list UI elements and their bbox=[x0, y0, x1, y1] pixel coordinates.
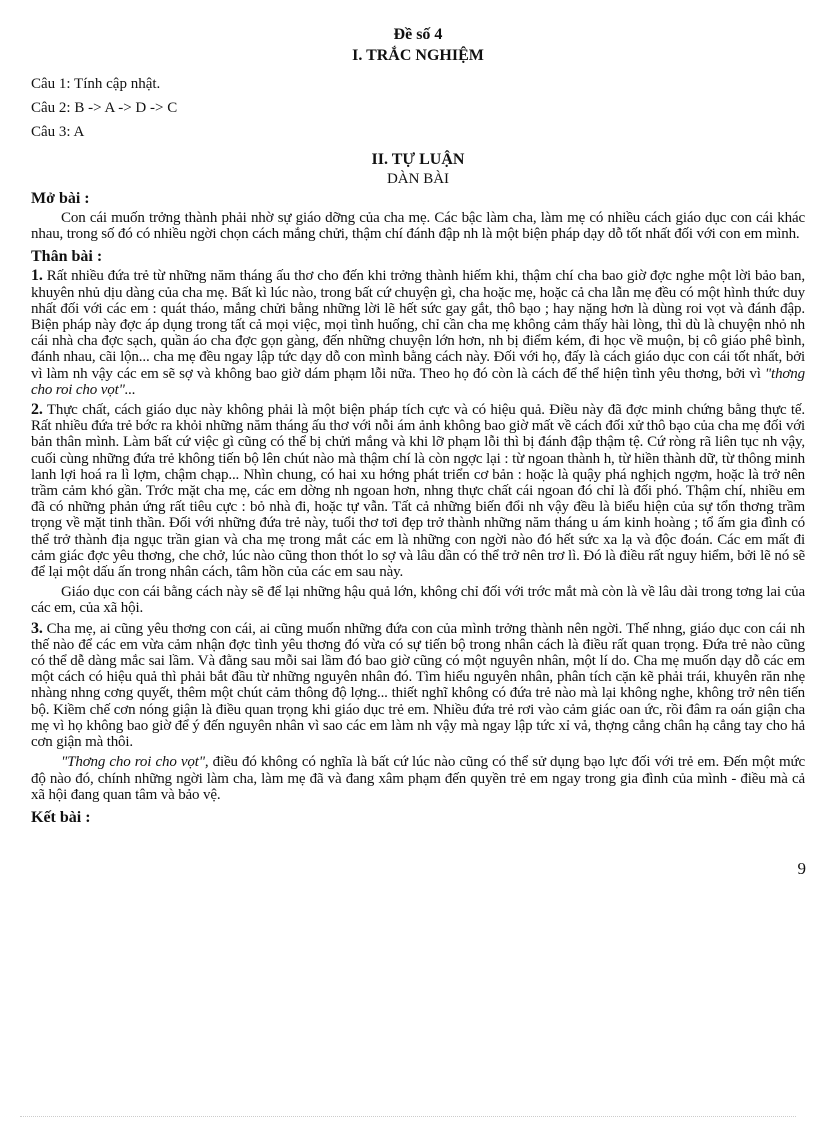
paragraph-4-quote: "Thơng cho roi cho vọt" bbox=[61, 754, 205, 771]
body-label: Thân bài : bbox=[31, 248, 103, 266]
paragraph-3-text: Cha mẹ, ai cũng yêu thơng con cái, ai cũng muốn những đứa con của mình trởng thành nên ngời. Thế nhng, giáo dục con cái nh thế nào để các em vừa cảm nhận đợc tình yêu thơng đó vừa có sự tiến bộ trong nhân cách là điều rất quan trọng. Đứa trẻ nào cũng có thể dễ dàng mắc sai lầm. Và đằng sau mỗi sai lầm đó bao giờ cũng có một nguyên nhân, một lí do. Cha mẹ muốn dạy dỗ các em một cách có hiệu quả thì phải bắt đầu từ những nguyên nhân đó. Tìm hiểu nguyên nhân, phân tích cặn kẽ phải trái, khuyên răn nhẹ nhàng nhng cơng quyết, thêm một chút cảm thông độ lợng... thiết nghĩ không có đứa trẻ nào mà lại không nghe, không trở nên tiến bộ. Kiềm chế cơn nóng giận là điều quan trọng khi giáo dục trẻ em. Nhiều đứa trẻ rơi vào cảm giác oan ức, rồi đâm ra oán giận cha mẹ vì họ không bao giờ để ý đến nguyên nhân vì sao các em làm nh vậy mà ngay lập tức xỉ vả, thợng cẳng chân hạ cẳng tay cho hả cơn giận mà thôi. bbox=[31, 620, 805, 751]
outline-title: DÀN BÀI bbox=[386, 171, 450, 187]
body-paragraph-3 bbox=[31, 621, 805, 751]
section-title-multiple-choice: I. TRẮC NGHIỆM bbox=[352, 47, 484, 64]
intro-label: Mở bài : bbox=[31, 190, 90, 207]
section-title-essay: II. TỰ LUẬN bbox=[371, 151, 465, 168]
paragraph-number-3: 3. bbox=[31, 619, 43, 637]
answer-2: Câu 2: B -> A -> D -> C bbox=[31, 100, 178, 116]
paragraph-1-quote: "thơng cho roi cho vọt"... bbox=[31, 365, 805, 398]
document-page bbox=[31, 20, 805, 829]
paragraph-number-1: 1. bbox=[31, 267, 43, 285]
page-number: 9 bbox=[797, 859, 806, 878]
paragraph-number-2: 2. bbox=[31, 401, 43, 419]
exam-number: Đề số 4 bbox=[393, 26, 443, 43]
conclusion-label: Kết bài : bbox=[31, 808, 91, 826]
paragraph-4-text: , điều đó không có nghĩa là bất cứ lúc nào cũng có thể sử dụng bạo lực đối với trẻ em. Đến một mức độ nào đó, chính những ngời làm cha, làm mẹ đã và đang xâm phạm đến quyền trẻ em ngay trong gia đình của mình - điều mà cả xã hội đang quan tâm và bảo vệ. bbox=[31, 754, 805, 803]
answer-3: Câu 3: A bbox=[31, 124, 85, 140]
body-paragraph-4 bbox=[31, 754, 805, 803]
answer-1: Câu 1: Tính cập nhật. bbox=[31, 76, 161, 92]
intro-paragraph: Con cái muốn trởng thành phải nhờ sự giáo dỡng của cha mẹ. Các bậc làm cha, làm mẹ có nhiều cách giáo dục con cái khác nhau, trong số đó có nhiều ngời chọn cách mắng chửi, thậm chí đánh đập nh là một biện pháp dạy dỗ tốt nhất đối với con em mình. bbox=[31, 210, 805, 243]
paragraph-1-text: Rất nhiều đứa trẻ từ những năm tháng ấu thơ cho đến khi trởng thành hiếm khi, thậm chí cha bao giờ đợc nghe một lời bảo ban, khuyên nhủ dịu dàng của cha mẹ. Bất kì lúc nào, trong bất cứ chuyện gì, cha hoặc mẹ, hoặc cả cha lẫn mẹ đều có một hình thức duy nhất đối với các em : quát tháo, mắng chửi bằng những lời lẽ hết sức gay gắt, thô bạo ; hay nặng hơn là dùng roi vọt và đánh đập. Biện pháp này đợc áp dụng trong tất cả mọi việc, mọi tình huống, chỉ cần cha mẹ không cảm thấy hài lòng, thì dù là chuyện nhỏ nh cái nhà cha đợc sạch, quần áo cha đợc gọn gàng, đến những chuyện lớn hơn, nh bị điểm kém, đi học về muộn, bị cô giáo phê bình, đánh nhau, cãi lộn... cha mẹ đều ngay lập tức dạy dỗ con mình bằng cách này. Đối với họ, đấy là cách giáo dục con cái tốt nhất, bởi vì làm nh vậy các em sẽ sợ và không bao giờ dám phạm lỗi nữa. Theo họ đó còn là cách để thể hiện tình yêu thơng, bởi vì bbox=[31, 268, 805, 382]
footer-divider bbox=[20, 1116, 796, 1117]
body-paragraph-2b: Giáo dục con cái bằng cách này sẽ để lại những hậu quả lớn, không chỉ đối với trớc mắt mà còn là về lâu dài trong tơng lai của các em, của xã hội. bbox=[31, 584, 805, 617]
body-paragraph-2 bbox=[31, 402, 805, 580]
body-paragraph-1 bbox=[31, 268, 805, 398]
paragraph-2-text: Thực chất, cách giáo dục này không phải là một biện pháp tích cực và có hiệu quả. Điều này đã đợc minh chứng bằng thực tế. Rất nhiều đứa trẻ bớc ra khỏi những năm tháng ấu thơ với nỗi ám ảnh không bao giờ mất về cách đối xử thô bạo của cha mẹ đối với bản thân mình. Làm bất cứ việc gì cũng có thể bị chửi mắng và khi lỡ phạm lỗi thì bị đánh đập thậm tệ. Cứ ròng rã liên tục nh vậy, cuối cùng những đứa trẻ không tiến bộ lên chút nào mà thậm chí là còn ngợc lại : từ ngoan thành h, từ hiền thành dữ, từ thông minh lanh lợi hoá ra lì lợm, chậm chạp... Nhìn chung, có hai xu hớng phát triển cơ bản : hoặc là quậy phá nghịch ngợm, hoặc là trở nên trầm cảm khó gần. Trớc mặt cha mẹ, các em dờng nh ngoan hơn, nhng thực chất cái ngoan đó chỉ là đối phó. Thậm chí, nhiều em đã có những phản ứng rất tiêu cực : bỏ nhà đi, hoặc tự vẫn. Tất cả những biến đổi nh vậy đều là biểu hiện của sự tổn thơng trầm trọng về mặt tinh thần. Đối với những đứa trẻ này, tuổi thơ tơi đẹp trở thành những năm tháng u ám kinh hoàng ; tổ ấm gia đình có thể trở thành địa ngục trần gian và cha mẹ trong mắt các em là những con ngời nào đó hết sức xa lạ và độc đoán. Các em mất đi cảm giác đợc yêu thơng, che chở, lúc nào cũng thon thót lo sợ và lâu dần có thể trở nên trơ lì. Đó là điều rất nguy hiểm, bởi lẽ nó sẽ để lại một dấu ấn trong nhân cách, tâm hồn của các em sau này. bbox=[31, 402, 805, 581]
